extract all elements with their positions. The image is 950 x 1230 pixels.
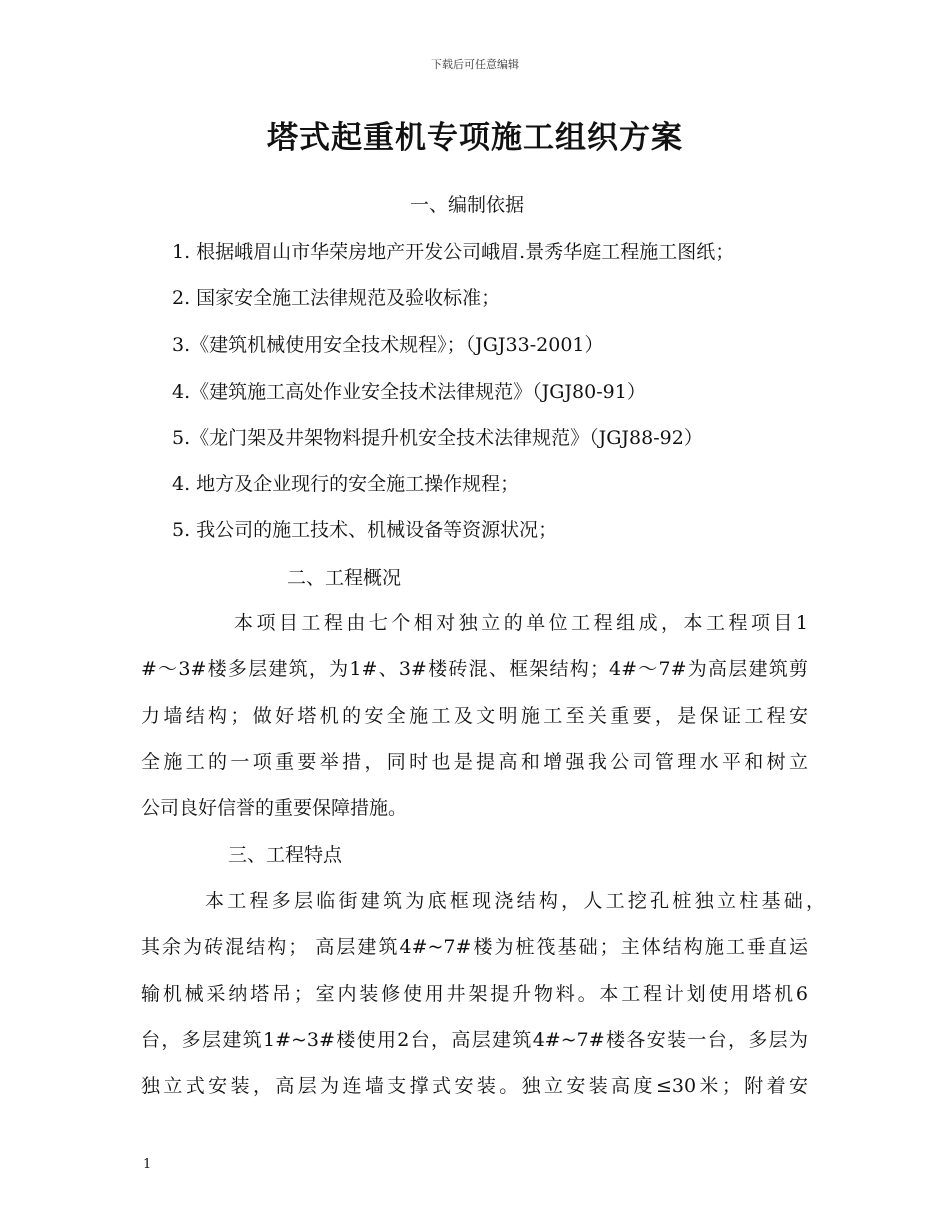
basis-item-5: 5.《龙门架及井架物料提升机安全技术法律规范》（JGJ88-92） <box>172 427 703 449</box>
overview-line-1: 本项目工程由七个相对独立的单位工程组成，本工程项目1 <box>234 612 808 634</box>
features-line-5: 独立式安装，高层为连墙支撑式安装。独立安装高度≤30米；附着安 <box>141 1075 808 1097</box>
features-line-4: 台，多层建筑1#~3#楼使用2台，高层建筑4#~7#楼各安装一台，多层为 <box>141 1029 808 1051</box>
section2-heading: 二、工程概况 <box>287 567 402 589</box>
page-header: 下载后可任意编辑 <box>431 58 519 71</box>
document-title: 塔式起重机专项施工组织方案 <box>267 120 683 156</box>
section3-heading: 三、工程特点 <box>228 844 343 866</box>
overview-line-3: 力墙结构；做好塔机的安全施工及文明施工至关重要，是保证工程安 <box>141 705 808 727</box>
basis-item-1: 1. 根据峨眉山市华荣房地产开发公司峨眉.景秀华庭工程施工图纸； <box>172 241 735 263</box>
features-line-1: 本工程多层临街建筑为底框现浇结构，人工挖孔桩独立柱基础， <box>205 890 825 912</box>
basis-item-4: 4.《建筑施工高处作业安全技术法律规范》（JGJ80-91） <box>172 381 646 403</box>
basis-item-3: 3.《建筑机械使用安全技术规程》；（JGJ33-2001） <box>172 334 604 356</box>
features-line-2: 其余为砖混结构； 高层建筑4#~7#楼为桩筏基础；主体结构施工垂直运 <box>141 936 808 958</box>
basis-item-2: 2. 国家安全施工法律规范及验收标准； <box>172 287 501 309</box>
overview-line-4: 全施工的一项重要举措，同时也是提高和增强我公司管理水平和树立 <box>141 751 808 773</box>
basis-item-7: 5. 我公司的施工技术、机械设备等资源状况； <box>172 519 558 541</box>
features-line-3: 输机械采纳塔吊；室内装修使用井架提升物料。本工程计划使用塔机6 <box>141 983 808 1005</box>
section1-heading: 一、编制依据 <box>410 194 525 216</box>
overview-line-5: 公司良好信誉的重要保障措施。 <box>141 797 408 819</box>
basis-item-6: 4. 地方及企业现行的安全施工操作规程； <box>172 473 520 495</box>
page-number: 1 <box>143 1157 152 1172</box>
overview-line-2: #～3#楼多层建筑，为1#、3#楼砖混、框架结构；4#～7#为高层建筑剪 <box>141 658 808 680</box>
